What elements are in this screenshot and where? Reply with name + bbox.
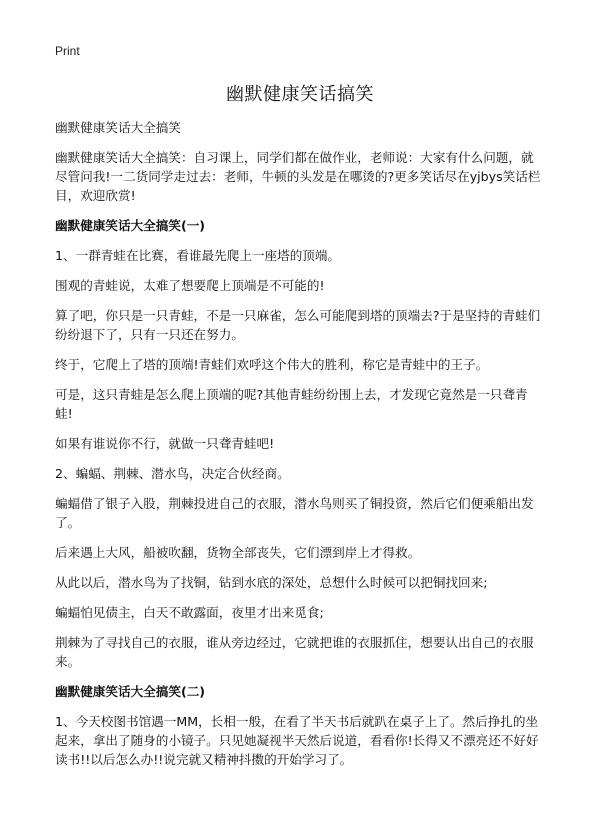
page-title: 幽默健康笑话搞笑 — [226, 84, 374, 105]
paragraph: 终于，它爬上了塔的顶端!青蛙们欢呼这个伟大的胜利，称它是青蛙中的王子。 — [55, 357, 489, 372]
section-heading-2: 幽默健康笑话大全搞笑(二) — [55, 684, 206, 699]
paragraph: 围观的青蛙说，太难了想要爬上顶端是不可能的! — [55, 278, 325, 293]
section-heading-1: 幽默健康笑话大全搞笑(一) — [55, 218, 206, 233]
paragraph: 蝙蝠借了银子入股，荆棘投进自己的衣服，潜水鸟则买了铜投资，然后它们便乘船出发了。 — [55, 496, 534, 530]
article-intro: 幽默健康笑话大全搞笑：自习课上，同学们都在做作业，老师说：大家有什么问题，就尽管问我!一二货同学走过去：老师，牛顿的头发是在哪烫的?更多笑话尽在yjbys笑话栏目，欢迎欣赏! — [55, 150, 541, 203]
paragraph: 如果有谁说你不行，就做一只聋青蛙吧! — [55, 436, 275, 451]
article-subtitle: 幽默健康笑话大全搞笑 — [55, 120, 181, 135]
paragraph: 2、蝙蝠、荆棘、潜水鸟，决定合伙经商。 — [55, 466, 290, 481]
print-link[interactable]: Print — [55, 44, 80, 58]
paragraph: 可是，这只青蛙是怎么爬上顶端的呢?其他青蛙纷纷围上去，才发现它竟然是一只聋青蛙! — [55, 387, 528, 421]
paragraph: 荆棘为了寻找自己的衣服，谁从旁边经过，它就把谁的衣服抓住，想要认出自己的衣服来。 — [55, 635, 534, 669]
article-body — [55, 118, 545, 780]
paragraph: 蝙蝠怕见债主，白天不敢露面，夜里才出来觅食; — [55, 605, 324, 620]
paragraph: 算了吧，你只是一只青蛙，不是一只麻雀，怎么可能爬到塔的顶端去?于是坚持的青蛙们纷纷退下了，只有一只还在努力。 — [55, 308, 541, 342]
paragraph: 1、今天校图书馆遇一MM，长相一般，在看了半天书后就趴在桌子上了。然后挣扎的坐起来，拿出了随身的小镜子。只见她凝视半天然后说道，看看你!长得又不漂亮还不好好读书!!以后怎么办!!说完就又精神抖擞的开始学习了。 — [55, 714, 539, 767]
paragraph: 从此以后，潜水鸟为了找铜，钻到水底的深处，总想什么时候可以把铜找回来; — [55, 575, 488, 590]
paragraph: 后来遇上大风，船被吹翻，货物全部丧失，它们漂到岸上才得救。 — [55, 545, 421, 560]
paragraph: 1、一群青蛙在比赛，看谁最先爬上一座塔的顶端。 — [55, 248, 341, 263]
